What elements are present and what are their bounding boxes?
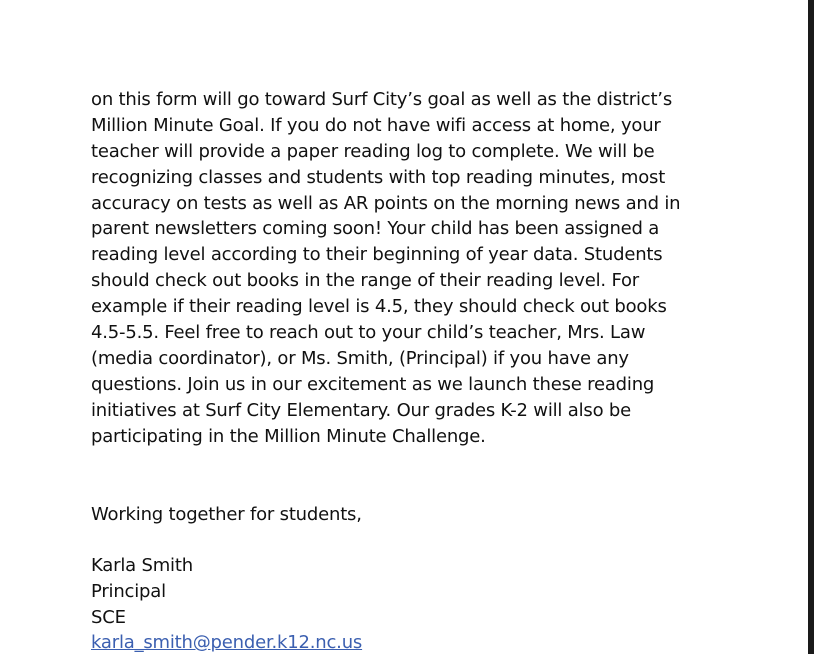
letter-body bbox=[91, 87, 731, 449]
letter-line: example if their reading level is 4.5, they should check out books bbox=[91, 296, 667, 318]
letter-line: participating in the Million Minute Challenge. bbox=[91, 425, 486, 447]
signature-email-row bbox=[91, 630, 362, 654]
letter-line: recognizing classes and students with top reading minutes, most bbox=[91, 166, 666, 188]
signature-block bbox=[91, 553, 362, 654]
letter-line: questions. Join us in our excitement as we launch these reading bbox=[91, 373, 655, 395]
letter-line: 4.5-5.5. Feel free to reach out to your child’s teacher, Mrs. Law bbox=[91, 322, 646, 344]
letter-line: parent newsletters coming soon! Your child has been assigned a bbox=[91, 218, 660, 240]
letter-line: on this form will go toward Surf City’s goal as well as the district’s bbox=[91, 89, 673, 110]
page-edge-border bbox=[808, 0, 814, 654]
letter-line: (media coordinator), or Ms. Smith, (Principal) if you have any bbox=[91, 347, 629, 369]
signature-title: Principal bbox=[91, 580, 166, 602]
email-link[interactable]: karla_smith@pender.k12.nc.us bbox=[91, 632, 363, 654]
letter-line: accuracy on tests as well as AR points on the morning news and in bbox=[91, 192, 681, 214]
letter-line: should check out books in the range of their reading level. For bbox=[91, 270, 640, 292]
letter-line: teacher will provide a paper reading log to complete. We will be bbox=[91, 140, 655, 162]
signature-school: SCE bbox=[91, 606, 126, 628]
letter-line: initiatives at Surf City Elementary. Our grades K-2 will also be bbox=[91, 399, 631, 421]
letter-line: reading level according to their beginning of year data. Students bbox=[91, 244, 663, 266]
letter-closing: Working together for students, bbox=[91, 504, 362, 525]
signature-name: Karla Smith bbox=[91, 555, 193, 576]
letter-line: Million Minute Goal. If you do not have wifi access at home, your bbox=[91, 114, 661, 136]
